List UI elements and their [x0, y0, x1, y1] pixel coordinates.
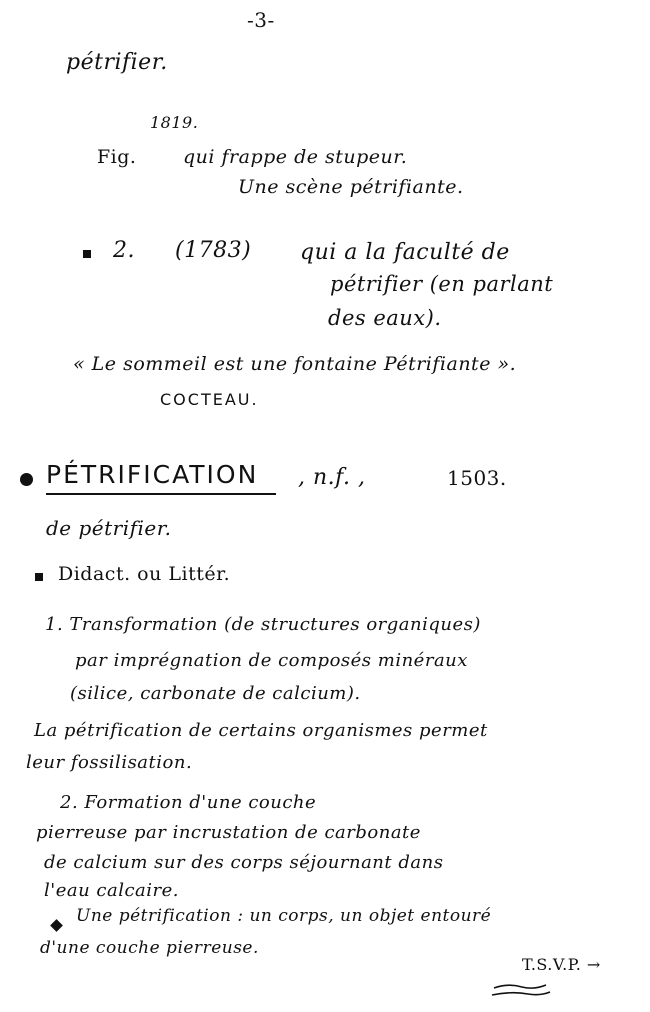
- sense-bullet: [83, 250, 91, 258]
- register-bullet: [35, 573, 43, 581]
- sense-1-line-3: (silice, carbonate de calcium).: [70, 683, 361, 704]
- headword-bullet: [20, 473, 33, 486]
- etymology: de pétrifier.: [46, 516, 172, 540]
- example-1-line-2: leur fossilisation.: [26, 752, 193, 773]
- fig-definition: qui frappe de stupeur.: [183, 146, 408, 168]
- sense-2-line-1: qui a la faculté de: [300, 240, 510, 265]
- headword-year: 1503.: [447, 466, 507, 490]
- fig-label: Fig.: [97, 146, 137, 168]
- grammar-label: , n.f. ,: [298, 465, 366, 490]
- example-1-line-1: La pétrification de certains organismes permet: [34, 720, 488, 741]
- sense-2b-line-3: de calcium sur des corps séjournant dans: [44, 852, 444, 873]
- sense-2b-line-1: 2. Formation d'une couche: [60, 792, 317, 813]
- sense-1-line-2: par imprégnation de composés minéraux: [75, 650, 468, 671]
- sense-2-number: 2.: [113, 238, 135, 263]
- headword: PÉTRIFICATION: [46, 460, 259, 489]
- register-label: Didact. ou Littér.: [58, 563, 231, 585]
- sense-2-date: (1783): [175, 238, 252, 263]
- sense-2b-line-4: l'eau calcaire.: [44, 880, 180, 901]
- continuation-marker: T.S.V.P. →: [522, 955, 601, 974]
- sense-2b-line-2: pierreuse par incrustation de carbonate: [36, 822, 421, 843]
- fig-example: Une scène pétrifiante.: [238, 176, 464, 198]
- date-1819: 1819.: [150, 113, 199, 132]
- example-diamond-bullet: [50, 919, 63, 932]
- headword-underline: [46, 493, 276, 495]
- sense-2-line-2: pétrifier (en parlant: [330, 272, 554, 296]
- example-2-line-1: Une pétrification : un corps, un objet entouré: [76, 906, 492, 926]
- quotation-author: COCTEAU.: [160, 390, 259, 409]
- sense-1-line-1: 1. Transformation (de structures organiques): [45, 614, 481, 635]
- sense-2-line-3: des eaux).: [328, 306, 442, 330]
- etymology-petrifier: pétrifier.: [66, 50, 168, 75]
- quotation: « Le sommeil est une fontaine Pétrifiante ».: [73, 353, 517, 375]
- example-2-line-2: d'une couche pierreuse.: [40, 938, 259, 958]
- page-number: -3-: [247, 8, 275, 32]
- signature-flourish: [488, 980, 558, 1002]
